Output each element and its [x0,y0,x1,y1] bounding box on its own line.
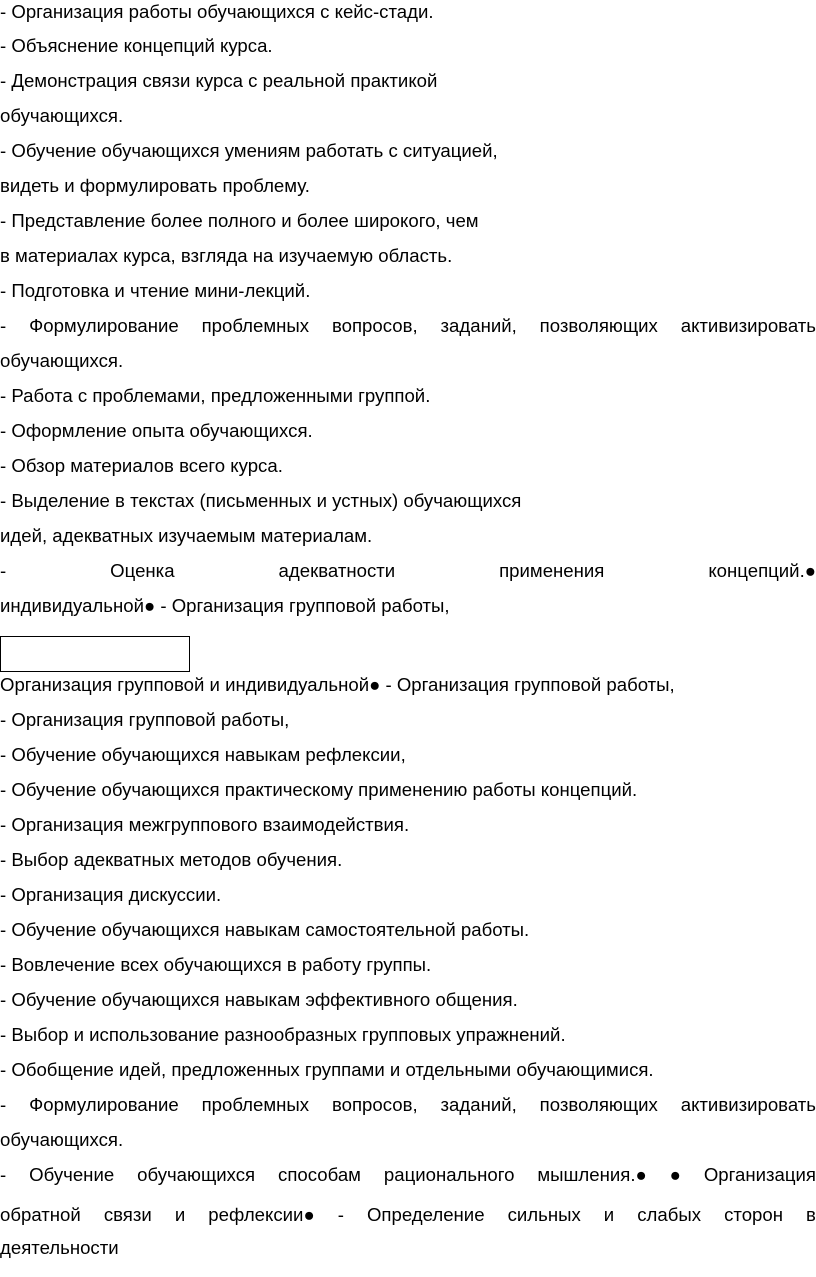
text-line [0,311,816,341]
text-line: - Выбор и использование разнообразных групповых упражнений. [0,1024,566,1045]
word: - [0,1094,7,1115]
text-line: - Оформление опыта обучающихся. [0,420,313,441]
word: адекватности [278,560,396,581]
word: ● [669,1164,681,1185]
word: слабых [637,1204,702,1225]
text-line: - Подготовка и чтение мини-лекций. [0,280,311,301]
word: позволяющих [539,1094,658,1115]
text-line: - Обучение обучающихся навыкам эффективного общения. [0,989,518,1010]
word: Обучение [29,1164,115,1185]
word: проблемных [201,1094,310,1115]
text-line: видеть и формулировать проблему. [0,175,310,196]
text-line: обучающихся. [0,350,124,371]
word: - [0,560,7,581]
word: концепций.● [708,560,816,581]
text-line: - Организация групповой работы, [0,709,290,730]
text-line: - Обучение обучающихся навыкам самостоятельной работы. [0,919,530,940]
text-line: в материалах курса, взгляда на изучаемую область. [0,245,453,266]
text-line: - Обучение обучающихся навыкам рефлексии, [0,744,406,765]
word: Формулирование [29,315,179,336]
text-line [0,1090,816,1120]
text-line: - Обучение обучающихся практическому применению работы концепций. [0,779,638,800]
word: мышления.● [537,1164,647,1185]
text-line: обучающихся. [0,105,124,126]
word: позволяющих [539,315,658,336]
word: в [806,1204,816,1225]
text-line: - Организация работы обучающихся с кейс-стади. [0,1,434,22]
word: Оценка [110,560,175,581]
word: - [0,1164,7,1185]
word: и [174,1204,186,1225]
text-line: деятельности [0,1237,119,1258]
word: заданий, [440,315,517,336]
text-line: - Организация межгруппового взаимодействия. [0,814,410,835]
text-line: обучающихся. [0,1129,124,1150]
text-line: - Организация дискуссии. [0,884,222,905]
word: Определение [366,1204,485,1225]
word: - [337,1204,344,1225]
text-line: - Вовлечение всех обучающихся в работу группы. [0,954,432,975]
text-line: - Выделение в текстах (письменных и устных) обучающихся [0,490,522,511]
word: и [603,1204,615,1225]
text-line: - Демонстрация связи курса с реальной практикой [0,70,438,91]
text-line: - Объяснение концепций курса. [0,35,273,56]
word: сторон [724,1204,783,1225]
word: активизировать [680,1094,816,1115]
text-line [0,1200,816,1230]
word: сильных [507,1204,581,1225]
text-line: - Работа с проблемами, предложенными группой. [0,385,431,406]
text-line [0,1160,816,1190]
word: заданий, [440,1094,517,1115]
word: связи [103,1204,152,1225]
text-line [0,556,816,586]
word: - [0,315,7,336]
word: активизировать [680,315,816,336]
word: вопросов, [331,1094,418,1115]
text-line: Организация групповой и индивидуальной● - Организация групповой работы, [0,674,675,695]
word: обучающихся [137,1164,256,1185]
text-line: идей, адекватных изучаемым материалам. [0,525,373,546]
word: вопросов, [331,315,418,336]
text-line: - Обучение обучающихся умениям работать с ситуацией, [0,140,498,161]
word: Организация [703,1164,816,1185]
word: рационального [383,1164,515,1185]
text-line: - Обобщение идей, предложенных группами и отдельными обучающимися. [0,1059,654,1080]
word: обратной [0,1204,81,1225]
word: применения [499,560,605,581]
empty-text-box [0,636,190,672]
text-line: - Обзор материалов всего курса. [0,455,283,476]
text-line: индивидуальной● - Организация групповой работы, [0,595,450,616]
word: Формулирование [29,1094,179,1115]
word: проблемных [201,315,310,336]
text-line: - Выбор адекватных методов обучения. [0,849,343,870]
text-line: - Представление более полного и более широкого, чем [0,210,479,231]
word: способам [278,1164,361,1185]
word: рефлексии● [208,1204,315,1225]
